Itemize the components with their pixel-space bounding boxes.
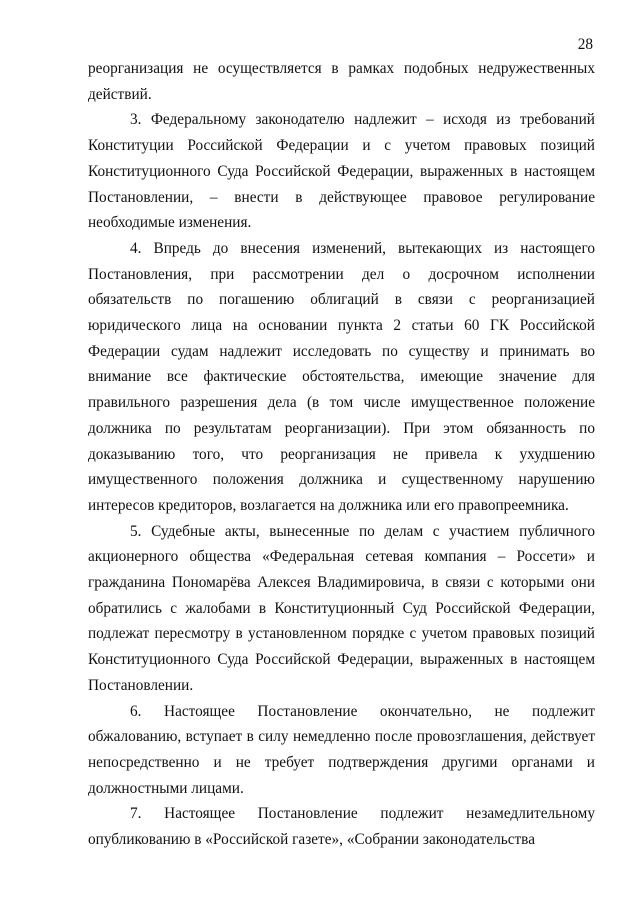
document-body bbox=[88, 56, 595, 853]
paragraph-item-6: 6. Настоящее Постановление окончательно, не подлежит обжалованию, вступает в силу немедленно после провозглашения, действует непосредственно и не требует подтверждения другими органами и должностными лицами. bbox=[88, 702, 595, 797]
paragraph-continuation: реорганизация не осуществляется в рамках подобных недружественных действий. bbox=[88, 60, 595, 103]
page-number: 28 bbox=[577, 36, 593, 53]
paragraph-item-7: 7. Настоящее Постановление подлежит незамедлительному опубликованию в «Российской газете», «Собрании законодательства bbox=[88, 805, 595, 849]
paragraph-item-4: 4. Впредь до внесения изменений, вытекающих из настоящего Постановления, при рассмотрении дел о досрочном исполнении обязательств по погашению облигаций в связи с реорганизацией юридического лица на основании пункта 2 статьи 60 ГК Российской Федерации судам надлежит исследовать по существу и принимать во внимание все фактические обстоятельства, имеющие значение для правильного разрешения дела (в том числе имущественное положение должника по результатам реорганизации). При этом обязанность по доказыванию того, что реорганизация не привела к ухудшению имущественного положения должника и существенному нарушению интересов кредиторов, возлагается на должника или его правопреемника. bbox=[88, 239, 595, 514]
paragraph-item-5: 5. Судебные акты, вынесенные по делам с участием публичного акционерного общества «Федеральная сетевая компания – Россети» и гражданина Пономарёва Алексея Владимировича, в связи с которыми они обратились с жалобами в Конституционный Суд Российской Федерации, подлежат пересмотру в установленном порядке с учетом правовых позиций Конституционного Суда Российской Федерации, выраженных в настоящем Постановлении. bbox=[88, 522, 595, 694]
paragraph-item-3: 3. Федеральному законодателю надлежит – исходя из требований Конституции Российской Федерации и с учетом правовых позиций Конституционного Суда Российской Федерации, выраженных в настоящем Постановлении, – внести в действующее правовое регулирование необходимые изменения. bbox=[88, 111, 595, 232]
